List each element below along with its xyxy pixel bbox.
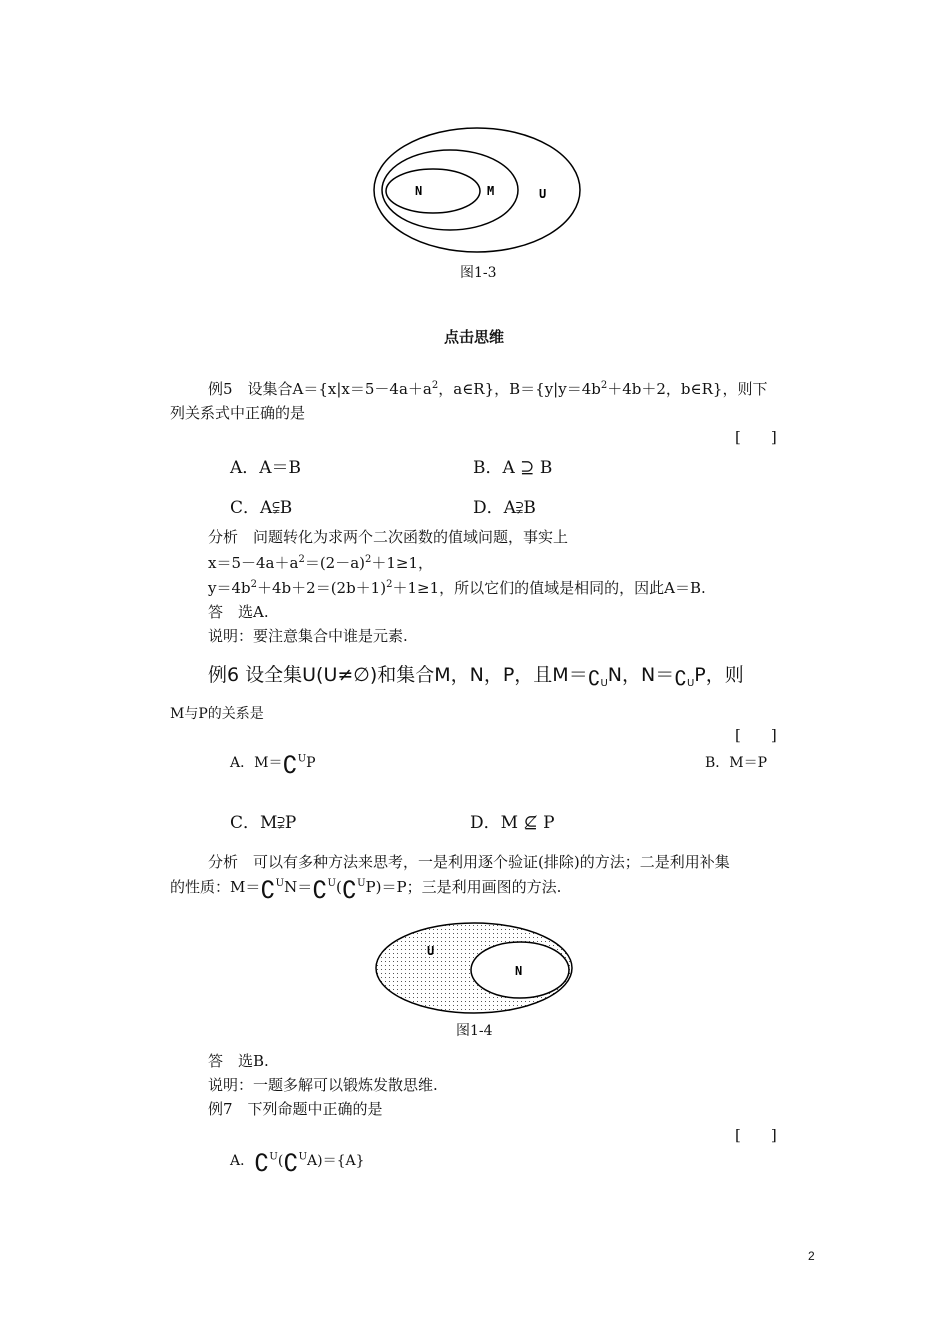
ex5-option-d: D．A⫌B [473,498,536,518]
ex6-line1: 例6 设全集U(U≠∅)和集合M，N，P，且$M=∁_UN$，$N=∁_UP$，则 [208,664,744,690]
ex5-answer-bracket: [ ] [735,428,777,446]
ex6-answer-bracket: [ ] [735,726,777,744]
ex6-analysis-1: 分析 可以有多种方法来思考，一是利用逐个验证(排除)的方法；二是利用补集 [208,853,730,871]
ex5-analysis-2: $x=5-4a+a^2=(2-a)^2+1\ge 1$， [208,554,434,572]
ex5-option-b: B．A ⊇ B [473,458,553,478]
ex6-analysis-2: 的性质：M＝∁$^U$N＝∁$^U$(∁$^U$P)＝P；三是利用画图的方法. [170,876,562,904]
figure-1-3-caption: 图1-3 [460,265,497,281]
ex5-answer: 答 选A. [208,603,269,621]
ex5-analysis-1: 分析 问题转化为求两个二次函数的值域问题，事实上 [208,528,569,546]
ex7-line1: 例7 下列命题中正确的是 [208,1100,383,1118]
complement-symbol: ∁ [282,751,298,779]
ex6-note: 说明：一题多解可以锻炼发散思维. [208,1076,438,1094]
ellipse-m [382,150,518,230]
ex6-option-a: A．M＝∁$^U$P [230,751,316,779]
label-n: N [515,964,523,978]
label-u: U [539,187,547,201]
ex6-line2: M与P的关系是 [170,706,264,722]
section-title: 点击思维 [444,328,505,346]
ex5-line1: 例5 设集合$A=\{x|x=5-4a+a^2$，a∈R}，$B=\{y|y=4b^2+4b+2$，b∈R}，则下 [208,380,768,398]
figure-1-3-venn [370,125,585,260]
ex5-line2: 列关系式中正确的是 [170,404,306,422]
ellipse-n [386,169,480,213]
label-n: N [415,184,423,198]
figure-1-4-venn [372,920,578,1020]
ex5-option-c: C．A⫋B [230,498,293,518]
ex6-option-c: C．M⫌P [230,813,297,833]
ex5-note: 说明：要注意集合中谁是元素. [208,627,408,645]
ex7-answer-bracket: [ ] [735,1126,777,1144]
ex5-analysis-3: $y=4b^2+4b+2=(2b+1)^2+1\ge 1$，所以它们的值域是相同的，因此A＝B. [208,579,706,597]
ex5-option-a: A．A＝B [230,458,302,478]
ex7-option-a: A．∁$^U$(∁$^U$A)＝{A} [230,1149,365,1177]
ex6-option-d: D．M ⊈ P [470,813,555,833]
ellipse-u [374,128,580,252]
label-u: U [427,944,435,958]
page-number: 2 [808,1249,815,1263]
figure-1-4-caption: 图1-4 [456,1023,493,1039]
label-m: M [487,184,495,198]
ex6-option-b: B．M＝P [705,755,768,771]
ex6-answer: 答 选B. [208,1052,269,1070]
